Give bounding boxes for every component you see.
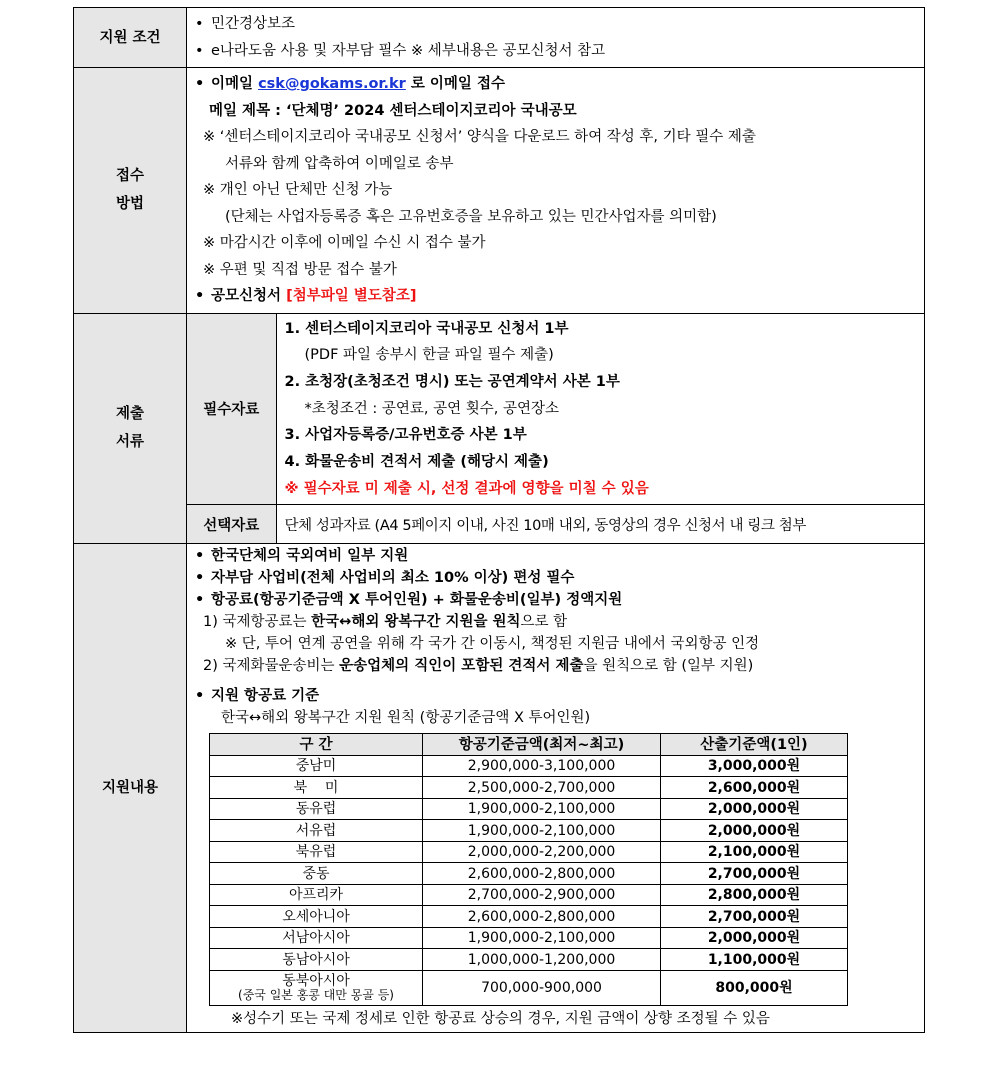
range-cell: 2,500,000-2,700,000 xyxy=(423,777,661,799)
condition-content xyxy=(187,8,925,68)
amount-cell: 3,000,000원 xyxy=(661,755,848,777)
documents-label-line: 제출 xyxy=(115,406,144,423)
required-docs xyxy=(276,314,924,505)
note-text: 2) 국제화물운송비는 xyxy=(203,658,340,675)
column-header: 산출기준액(1인) xyxy=(661,734,848,756)
support-content xyxy=(187,544,925,1033)
region-cell xyxy=(210,970,423,1005)
email-link[interactable]: csk@gokams.or.kr xyxy=(258,76,406,92)
condition-item: • e나라도움 사용 및 자부담 필수 ※ 세부내용은 공모신청서 참고 xyxy=(195,38,918,65)
note-emphasis: 한국↔해외 왕복구간 지원을 원칙 xyxy=(311,614,521,631)
amount-cell: 2,000,000원 xyxy=(661,927,848,949)
email-prefix: 이메일 xyxy=(211,76,259,92)
support-bullet: • 지원 항공료 기준 xyxy=(195,685,918,707)
support-bullet: • 한국단체의 국외여비 일부 지원 xyxy=(195,545,918,567)
method-row xyxy=(74,68,925,314)
region-examples: (중국 일본 홍콩 대만 몽골 등) xyxy=(238,987,394,1002)
airfare-row xyxy=(210,949,848,971)
region-cell: 아프리카 xyxy=(210,884,423,906)
region-cell: 서유럽 xyxy=(210,820,423,842)
airfare-row xyxy=(210,863,848,885)
email-suffix: 로 이메일 접수 xyxy=(405,76,505,92)
required-docs-row xyxy=(187,314,924,505)
email-line xyxy=(195,71,918,98)
airfare-row xyxy=(210,755,848,777)
form-label: 공모신청서 xyxy=(211,288,287,304)
range-cell: 2,600,000-2,800,000 xyxy=(423,906,661,928)
required-doc-item: 4. 화물운송비 견적서 제출 (해당시 제출) xyxy=(284,454,549,471)
documents-label xyxy=(74,313,187,544)
optional-docs-row xyxy=(187,505,924,544)
range-cell: 1,900,000-2,100,000 xyxy=(423,927,661,949)
method-content xyxy=(187,68,925,314)
note-text: 을 원칙으로 함 (일부 지원) xyxy=(583,658,754,675)
required-doc-item: 3. 사업자등록증/고유번호증 사본 1부 xyxy=(284,427,527,444)
range-cell: 1,000,000-1,200,000 xyxy=(423,949,661,971)
optional-label: 선택자료 xyxy=(187,505,276,544)
method-note: ※ ‘센터스테이지코리아 국내공모 신청서’ 양식을 다운로드 하여 작성 후, 기타 필수 제출 xyxy=(203,129,756,145)
required-doc-item: 2. 초청장(초청조건 명시) 또는 공연계약서 사본 1부 xyxy=(284,373,620,390)
airfare-row xyxy=(210,798,848,820)
region-cell: 중동 xyxy=(210,863,423,885)
method-note: 서류와 함께 압축하여 이메일로 송부 xyxy=(225,155,454,172)
application-guide-table xyxy=(73,7,925,1033)
range-cell: 2,600,000-2,800,000 xyxy=(423,863,661,885)
amount-cell: 2,000,000원 xyxy=(661,798,848,820)
required-doc-note: (PDF 파일 송부시 한글 파일 필수 제출) xyxy=(304,347,554,364)
region-cell: 중남미 xyxy=(210,755,423,777)
amount-cell: 2,700,000원 xyxy=(661,906,848,928)
amount-cell: 2,000,000원 xyxy=(661,820,848,842)
method-note: ※ 개인 아닌 단체만 신청 가능 xyxy=(203,182,393,198)
method-label-line: 접수 xyxy=(115,168,144,185)
region-cell: 북유럽 xyxy=(210,841,423,863)
amount-cell: 1,100,000원 xyxy=(661,949,848,971)
range-cell: 700,000-900,000 xyxy=(423,970,661,1005)
airfare-row xyxy=(210,841,848,863)
range-cell: 1,900,000-2,100,000 xyxy=(423,820,661,842)
region-cell: 동남아시아 xyxy=(210,949,423,971)
support-bullet: • 자부담 사업비(전체 사업비의 최소 10% 이상) 편성 필수 xyxy=(195,567,918,589)
amount-cell: 800,000원 xyxy=(661,970,848,1005)
support-note-sub: ※ 단, 투어 연계 공연을 위해 각 국가 간 이동시, 책정된 지원금 내에서 국외항공 인정 xyxy=(225,636,760,653)
range-cell: 1,900,000-2,100,000 xyxy=(423,798,661,820)
form-note: [첨부파일 별도참조] xyxy=(286,288,417,304)
method-note: ※ 우편 및 직접 방문 접수 불가 xyxy=(203,261,397,278)
amount-cell: 2,100,000원 xyxy=(661,841,848,863)
airfare-row xyxy=(210,777,848,799)
airfare-table xyxy=(209,733,848,1006)
column-header: 구 간 xyxy=(210,734,423,756)
airfare-table-header xyxy=(210,734,848,756)
amount-cell: 2,600,000원 xyxy=(661,777,848,799)
region-cell: 서남아시아 xyxy=(210,927,423,949)
documents-content xyxy=(187,313,925,544)
method-label xyxy=(74,68,187,314)
airfare-row xyxy=(210,970,848,1005)
support-note-cargo xyxy=(195,655,918,677)
range-cell: 2,000,000-2,200,000 xyxy=(423,841,661,863)
condition-item: • 민간경상보조 xyxy=(195,11,918,38)
required-doc-note: *초청조건 : 공연료, 공연 횟수, 공연장소 xyxy=(304,400,560,417)
amount-cell: 2,700,000원 xyxy=(661,863,848,885)
support-row xyxy=(74,544,925,1033)
documents-row xyxy=(74,313,925,544)
range-cell: 2,700,000-2,900,000 xyxy=(423,884,661,906)
mail-subject: 메일 제목 : ‘단체명’ 2024 센터스테이지코리아 국내공모 xyxy=(209,102,577,119)
support-label: 지원내용 xyxy=(74,544,187,1033)
region-cell: 동유럽 xyxy=(210,798,423,820)
support-note-airfare xyxy=(195,611,918,633)
support-bullet: • 항공료(항공기준금액 X 투어인원) + 화물운송비(일부) 정액지원 xyxy=(195,589,918,611)
optional-docs: 단체 성과자료 (A4 5페이지 이내, 사진 10매 내외, 동영상의 경우 신청서 내 링크 첨부 xyxy=(276,505,924,544)
region-cell: 북 미 xyxy=(210,777,423,799)
condition-label: 지원 조건 xyxy=(74,8,187,68)
region-name: 동북아시아 xyxy=(282,972,350,989)
region-cell: 오세아니아 xyxy=(210,906,423,928)
method-note: ※ 마감시간 이후에 이메일 수신 시 접수 불가 xyxy=(203,235,486,251)
airfare-footnote: ※성수기 또는 국제 정세로 인한 항공료 상승의 경우, 지원 금액이 상향 조정될 수 있음 xyxy=(231,1010,770,1027)
note-text: 으로 함 xyxy=(520,614,568,631)
airfare-row xyxy=(210,884,848,906)
documents-inner-table xyxy=(187,314,924,544)
method-label-line: 방법 xyxy=(115,196,144,213)
column-header: 항공기준금액(최저~최고) xyxy=(423,734,661,756)
amount-cell: 2,800,000원 xyxy=(661,884,848,906)
condition-row xyxy=(74,8,925,68)
application-form-line xyxy=(195,283,918,310)
note-text: 1) 국제항공료는 xyxy=(203,614,312,631)
support-note-sub: 한국↔해외 왕복구간 지원 원칙 (항공기준금액 X 투어인원) xyxy=(221,710,591,727)
note-emphasis: 운송업체의 직인이 포함된 견적서 제출 xyxy=(339,658,584,675)
required-doc-item: 1. 센터스테이지코리아 국내공모 신청서 1부 xyxy=(284,320,569,337)
documents-label-line: 서류 xyxy=(115,434,144,451)
range-cell: 2,900,000-3,100,000 xyxy=(423,755,661,777)
airfare-row xyxy=(210,820,848,842)
airfare-row xyxy=(210,906,848,928)
required-label: 필수자료 xyxy=(187,314,276,505)
method-note: (단체는 사업자등록증 혹은 고유번호증을 보유하고 있는 민간사업자를 의미함) xyxy=(225,208,717,225)
required-docs-warning: ※ 필수자료 미 제출 시, 선정 결과에 영향을 미칠 수 있음 xyxy=(284,480,649,497)
airfare-row xyxy=(210,927,848,949)
